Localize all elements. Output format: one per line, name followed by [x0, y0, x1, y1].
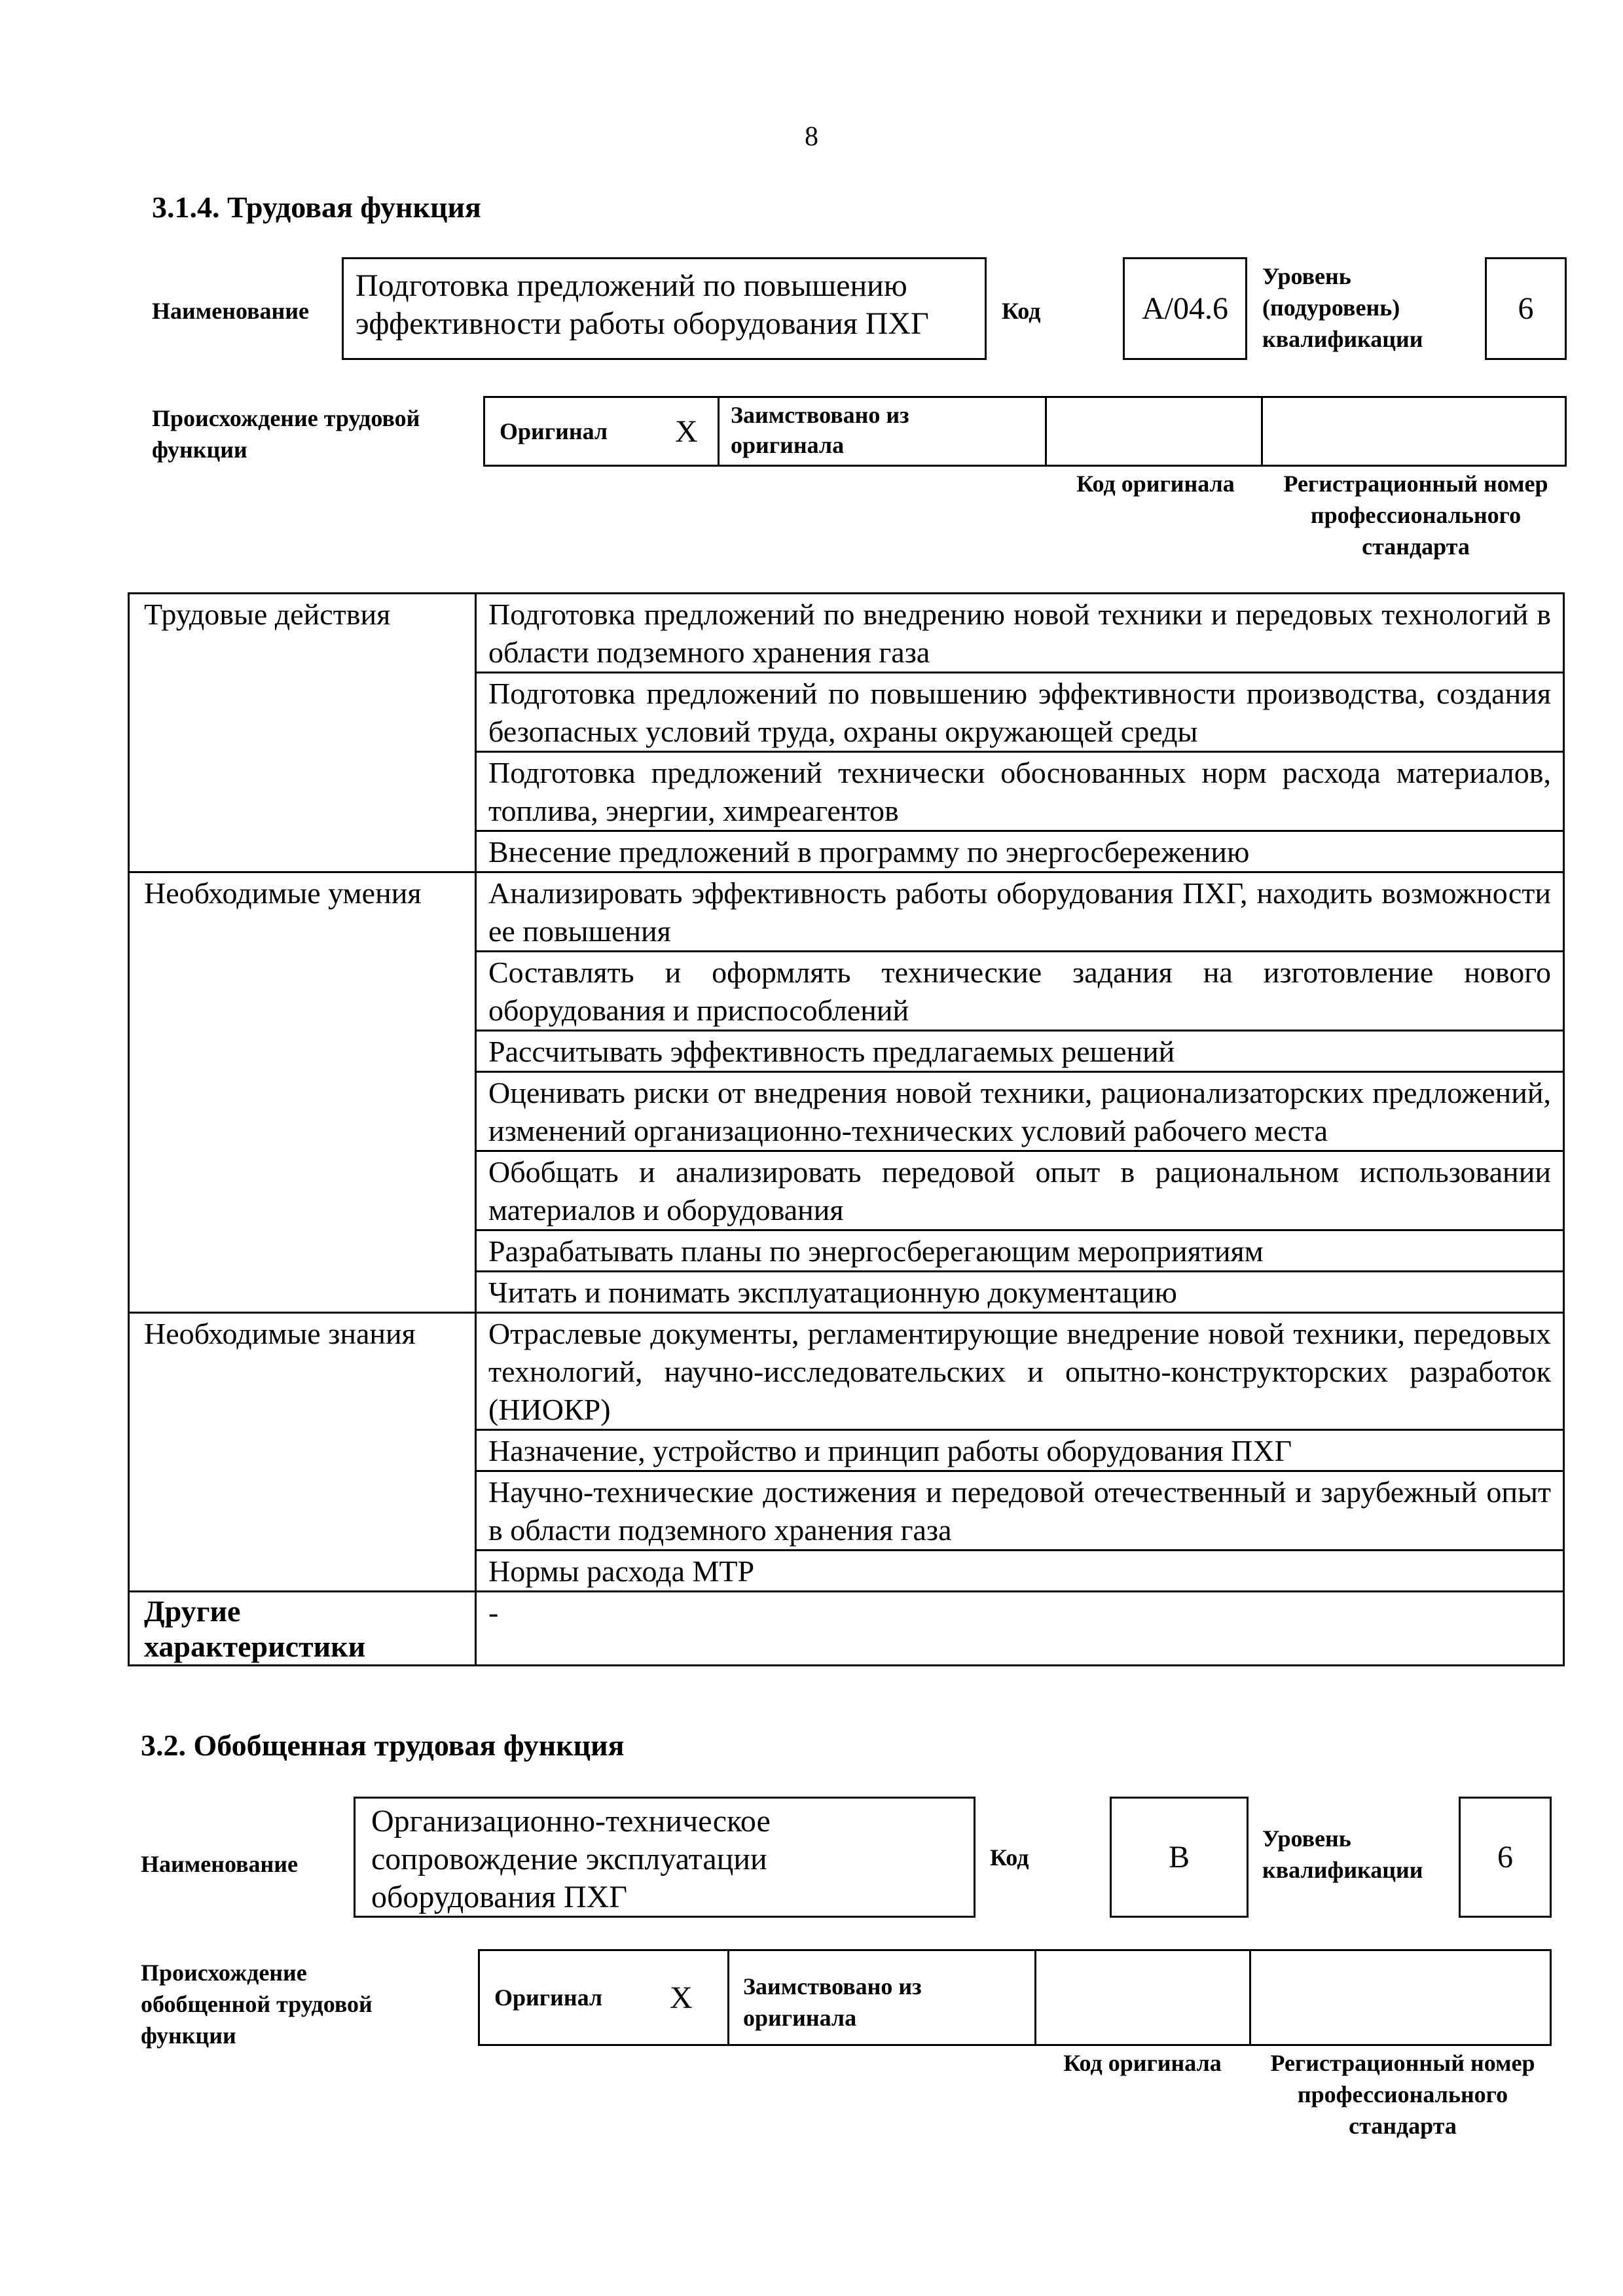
page-number: 8	[805, 122, 818, 152]
gtf-reg-number-caption: Регистрационный номер профессионального стандарта	[1270, 2050, 1535, 2139]
gtf-code-label: Код	[990, 1844, 1029, 1871]
labor-action-item: Подготовка предложений технически обоснованных норм расхода материалов, топлива, энергии, химреагентов	[476, 752, 1564, 831]
gtf-level-box	[1459, 1797, 1552, 1918]
tf-code-box	[1123, 257, 1247, 360]
labor-action-item: Подготовка предложений по внедрению новой техники и передовых технологий в области подземного хранения газа	[476, 594, 1564, 673]
code-label: Код	[1002, 298, 1041, 324]
tf-code-value: A/04.6	[1142, 291, 1228, 326]
table-row	[129, 594, 1564, 673]
table-row	[129, 872, 1564, 952]
table-row	[129, 1313, 1564, 1430]
section-title-3-1-4: 3.1.4. Трудовая функция	[152, 190, 481, 224]
knowledge-item: Научно-технические достижения и передовой отечественный и зарубежный опыт в области подземного хранения газа	[476, 1471, 1564, 1551]
gtf-code-value: B	[1168, 1840, 1190, 1874]
name-label: Наименование	[152, 298, 309, 324]
tf-name-box	[342, 257, 987, 360]
divider	[718, 398, 720, 465]
gtf-original-label: Оригинал	[494, 1984, 603, 2011]
row-label-required-skills: Необходимые умения	[129, 872, 476, 1313]
gtf-code-box	[1110, 1797, 1249, 1918]
skill-item: Анализировать эффективность работы оборудования ПХГ, находить возможности ее повышения	[476, 872, 1564, 952]
gtf-level-value: 6	[1497, 1840, 1513, 1874]
row-label-labor-actions: Трудовые действия	[129, 594, 476, 872]
row-label-other-characteristics: Другие характеристики	[129, 1592, 476, 1666]
knowledge-item: Нормы расхода МТР	[476, 1551, 1564, 1592]
gtf-name-value: Организационно-техническое сопровождение эксплуатации оборудования ПХГ	[371, 1804, 771, 1914]
original-label: Оригинал	[500, 418, 608, 444]
tf-level-box	[1485, 257, 1567, 360]
labor-action-item: Подготовка предложений по повышению эффективности производства, создания безопасных условий труда, охраны окружающей среды	[476, 673, 1564, 752]
knowledge-item: Назначение, устройство и принцип работы оборудования ПХГ	[476, 1430, 1564, 1471]
borrowed-label: Заимствовано из оригинала	[731, 402, 909, 458]
divider	[1045, 398, 1047, 465]
gtf-origin-label: Происхождение обобщенной трудовой функции	[141, 1960, 373, 2049]
level-label: Уровень (подуровень) квалификации	[1262, 263, 1423, 352]
gtf-name-box	[354, 1797, 976, 1918]
tf-origin-box	[483, 396, 1567, 467]
gtf-name-label: Наименование	[141, 1851, 298, 1877]
gtf-original-mark: X	[670, 1980, 693, 2015]
gtf-origin-box	[478, 1949, 1552, 2046]
skill-item: Оценивать риски от внедрения новой техники, рационализаторских предложений, изменений организационно-технических условий рабочего места	[476, 1072, 1564, 1151]
tf-name-value: Подготовка предложений по повышению эффективности работы оборудования ПХГ	[356, 268, 929, 341]
section-title-3-2: 3.2. Обобщенная трудовая функция	[141, 1729, 625, 1762]
divider	[1034, 1951, 1036, 2044]
other-item: -	[476, 1592, 1564, 1666]
skill-item: Рассчитывать эффективность предлагаемых решений	[476, 1031, 1564, 1072]
original-mark: X	[675, 414, 698, 449]
row-label-required-knowledge: Необходимые знания	[129, 1313, 476, 1592]
knowledge-item: Отраслевые документы, регламентирующие внедрение новой техники, передовых технологий, научно-исследовательских и опытно-конструкторских разработок (НИОКР)	[476, 1313, 1564, 1430]
skill-item: Обобщать и анализировать передовой опыт в рациональном использовании материалов и оборудования	[476, 1151, 1564, 1230]
divider	[727, 1951, 729, 2044]
gtf-level-label: Уровень квалификации	[1262, 1825, 1423, 1883]
skill-item: Составлять и оформлять технические задания на изготовление нового оборудования и приспособлений	[476, 952, 1564, 1031]
origin-label: Происхождение трудовой функции	[152, 405, 420, 463]
reg-number-caption: Регистрационный номер профессионального стандарта	[1283, 471, 1548, 560]
tf-level-value: 6	[1518, 291, 1534, 326]
table-row	[129, 1592, 1564, 1666]
divider	[1261, 398, 1263, 465]
gtf-code-original-caption: Код оригинала	[1063, 2050, 1222, 2076]
labor-action-item: Внесение предложений в программу по энергосбережению	[476, 831, 1564, 872]
code-original-caption: Код оригинала	[1076, 471, 1235, 497]
skill-item: Разрабатывать планы по энергосберегающим мероприятиям	[476, 1230, 1564, 1272]
skill-item: Читать и понимать эксплуатационную документацию	[476, 1272, 1564, 1313]
gtf-borrowed-label: Заимствовано из оригинала	[743, 1973, 922, 2031]
divider	[1249, 1951, 1251, 2044]
labor-function-table	[128, 592, 1565, 1666]
